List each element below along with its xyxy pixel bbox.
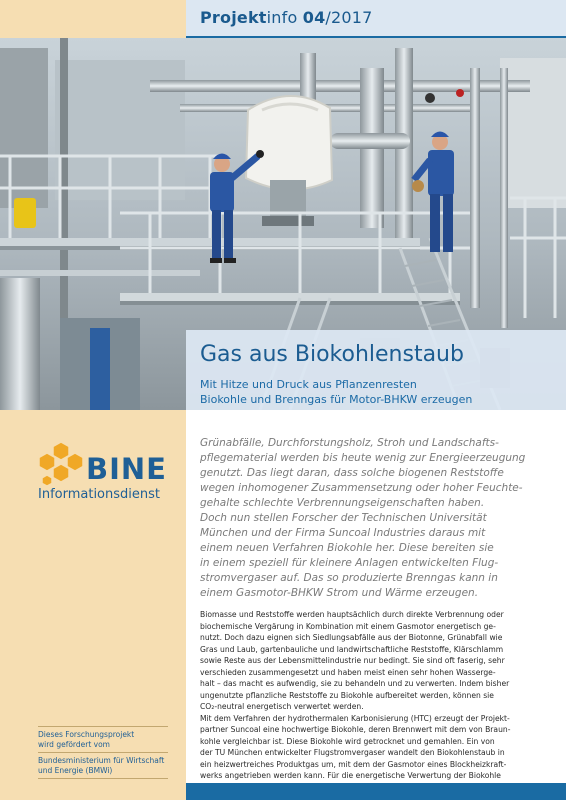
funding-line-2: wird gefördert vom <box>38 740 110 749</box>
sidebar-divider-2 <box>38 752 168 753</box>
intro-line: in einem speziell für kleinere Anlagen entwickelten Flug- <box>200 557 499 569</box>
body-line: halt – das macht es aufwendig, sie zu behandeln und zu verwerten. Indem bisher <box>200 679 510 688</box>
intro-paragraph <box>200 436 555 601</box>
body-line: kohle vergleichbar ist. Diese Biokohle wird getrocknet und gemahlen. Ein von <box>200 736 495 746</box>
main-title: Gas aus Biokohlenstaub <box>200 342 464 367</box>
body-line: CO₂-neutral energetisch verwertet werden. <box>200 702 364 711</box>
brand-rest: info <box>266 8 298 27</box>
intro-line: Doch nun stellen Forscher der Technischen Universität <box>200 512 487 524</box>
subtitle-line-1: Mit Hitze und Druck aus Pflanzenresten <box>200 378 417 391</box>
bine-logo-icon <box>38 440 84 486</box>
body-line: sowie Reste aus der Lebensmittelindustrie nur bedingt. Sie sind oft faserig, sehr <box>200 656 505 665</box>
intro-line: pflegematerial werden bis heute wenig zur Energieerzeugung <box>200 452 526 464</box>
body-line: Mit dem Verfahren der hydrothermalen Karbonisierung (HTC) erzeugt der Projekt- <box>200 713 510 723</box>
intro-line: München und der Firma Suncoal Industries daraus mit <box>200 527 486 539</box>
intro-line: gehalte schlechte Verbrennungseigenschaften haben. <box>200 497 485 509</box>
intro-line: stromvergaser auf. Das so produzierte Brenngas kann in <box>200 572 498 584</box>
issue-year: /2017 <box>325 8 373 27</box>
ministry-line-1: Bundesministerium für Wirtschaft <box>38 756 165 765</box>
intro-line: Grünabfälle, Durchforstungsholz, Stroh und Landschafts- <box>200 437 499 449</box>
body-line: partner Suncoal eine hochwertige Biokohle, deren Brennwert mit dem von Braun- <box>200 725 511 734</box>
body-paragraph <box>200 609 555 782</box>
footer-left-band <box>0 783 186 800</box>
issue-number: 04 <box>302 8 326 27</box>
footer-bar <box>186 783 566 800</box>
ministry-note <box>38 756 164 776</box>
sidebar-divider-3 <box>38 778 168 779</box>
bine-logo-text: BINE <box>86 452 167 486</box>
subtitle-line-2: Biokohle und Brenngas für Motor-BHKW erzeugen <box>200 393 473 406</box>
brand-bold: Projekt <box>200 8 267 27</box>
funding-line-1: Dieses Forschungsprojekt <box>38 730 135 739</box>
bine-logo-subtitle: Informationsdienst <box>38 487 160 502</box>
intro-line: einem neuen Verfahren Biokohle her. Diese bereiten sie <box>200 542 494 554</box>
body-line: verschieden zusammengesetzt und haben meist einen sehr hohen Wasserge- <box>200 667 496 677</box>
header-left-band <box>0 0 186 38</box>
body-line: der TU München entwickelter Flugstromvergaser wandelt den Biokohlenstaub in <box>200 748 505 757</box>
ministry-line-2: und Energie (BMWi) <box>38 766 113 775</box>
intro-line: wegen inhomogener Zusammensetzung oder hoher Feuchte- <box>200 482 523 494</box>
intro-line: einem Gasmotor-BHKW Strom und Wärme erzeugen. <box>200 587 479 599</box>
body-line: ungenutzte pflanzliche Reststoffe zu Biokohle aufbereitet werden, können sie <box>200 690 494 700</box>
body-line: werks angetrieben werden kann. Für die energetische Verwertung der Biokohle <box>200 771 501 780</box>
body-line: biochemische Vergärung in Kombination mit einem Gasmotor energetisch ge- <box>200 621 496 631</box>
body-line: Gras und Laub, gartenbauliche und landwirtschaftliche Reststoffe, Klärschlamm <box>200 644 504 654</box>
body-line: Biomasse und Reststoffe werden hauptsächlich durch direkte Verbrennung oder <box>200 610 504 619</box>
funding-note <box>38 730 134 750</box>
sidebar-divider-1 <box>38 726 168 727</box>
publication-title <box>200 8 373 27</box>
intro-line: genutzt. Das liegt daran, dass solche biogenen Reststoffe <box>200 467 504 479</box>
body-line: nutzt. Doch dazu eignen sich Siedlungsabfälle aus der Biotonne, Grünabfall wie <box>200 633 503 642</box>
body-line: ein heizwertreiches Produktgas um, mit dem der Gasmotor eines Blockheizkraft- <box>200 759 507 769</box>
